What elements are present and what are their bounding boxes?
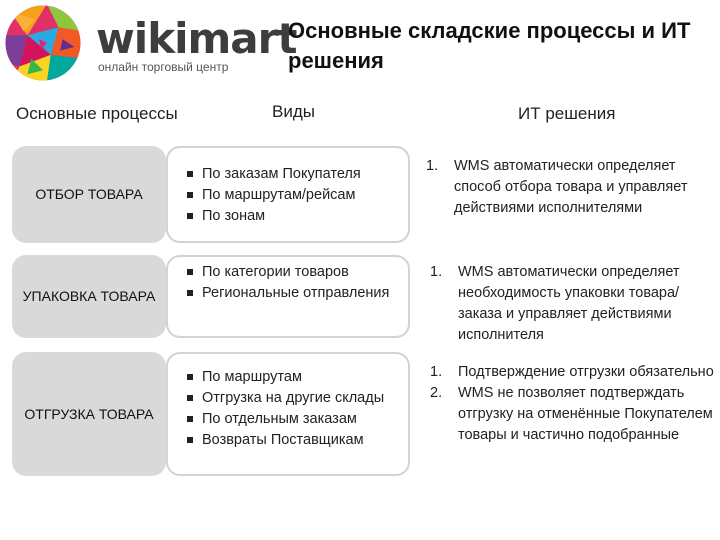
kinds-list	[186, 262, 389, 304]
kinds-list	[186, 367, 384, 451]
kind-item: Возвраты Поставщикам	[186, 430, 384, 451]
page-title: Основные складские процессы и ИТ решения	[288, 18, 691, 73]
it-solution-item	[430, 362, 720, 383]
item-text: WMS автоматически определяет необходимость упаковки товара/заказа и управляет действиями исполнителя	[458, 264, 680, 343]
it-solutions-list-picking	[426, 156, 716, 219]
wikimart-logo-icon	[4, 4, 82, 82]
it-solution-item	[430, 383, 720, 446]
kind-item: Региональные отправления	[186, 283, 389, 304]
kinds-box-packing	[166, 255, 410, 338]
item-text: WMS не позволяет подтверждать отгрузку на отменённые Покупателем товары и частично подобранные	[458, 385, 713, 443]
item-text: Подтверждение отгрузки обязательно	[458, 364, 714, 380]
kinds-box-shipping	[166, 352, 410, 476]
item-number: 1.	[430, 264, 443, 280]
process-label: УПАКОВКА ТОВАРА	[22, 288, 156, 304]
kind-item: По категории товаров	[186, 262, 389, 283]
it-solution-item	[430, 262, 720, 346]
kind-item: По заказам Покупателя	[186, 164, 361, 185]
column-header-kinds: Виды	[272, 102, 315, 121]
process-box-shipping	[12, 352, 166, 476]
kind-item: По зонам	[186, 206, 361, 227]
logo-wordmark: wikimart	[96, 14, 297, 63]
kinds-list	[186, 164, 361, 227]
kind-item: Отгрузка на другие склады	[186, 388, 384, 409]
item-number: 1.	[426, 158, 439, 174]
kind-item: По маршрутам	[186, 367, 384, 388]
it-solutions-list-shipping	[430, 362, 720, 446]
item-text: WMS автоматически определяет способ отбора товара и управляет действиями исполнителями	[454, 158, 688, 216]
process-label: ОТГРУЗКА ТОВАРА	[24, 405, 154, 422]
it-solutions-list-packing	[430, 262, 720, 346]
process-label: ОТБОР ТОВАРА	[35, 186, 143, 202]
item-number: 2.	[430, 385, 443, 401]
process-box-picking	[12, 146, 166, 243]
column-header-processes: Основные процессы	[16, 104, 178, 123]
process-box-packing	[12, 255, 166, 338]
item-number: 1.	[430, 364, 443, 380]
kind-item: По маршрутам/рейсам	[186, 185, 361, 206]
kind-item: По отдельным заказам	[186, 409, 384, 430]
column-header-it-solutions: ИТ решения	[518, 104, 616, 123]
logo-tagline: онлайн торговый центр	[98, 60, 229, 74]
it-solution-item	[426, 156, 716, 219]
kinds-box-picking	[166, 146, 410, 243]
